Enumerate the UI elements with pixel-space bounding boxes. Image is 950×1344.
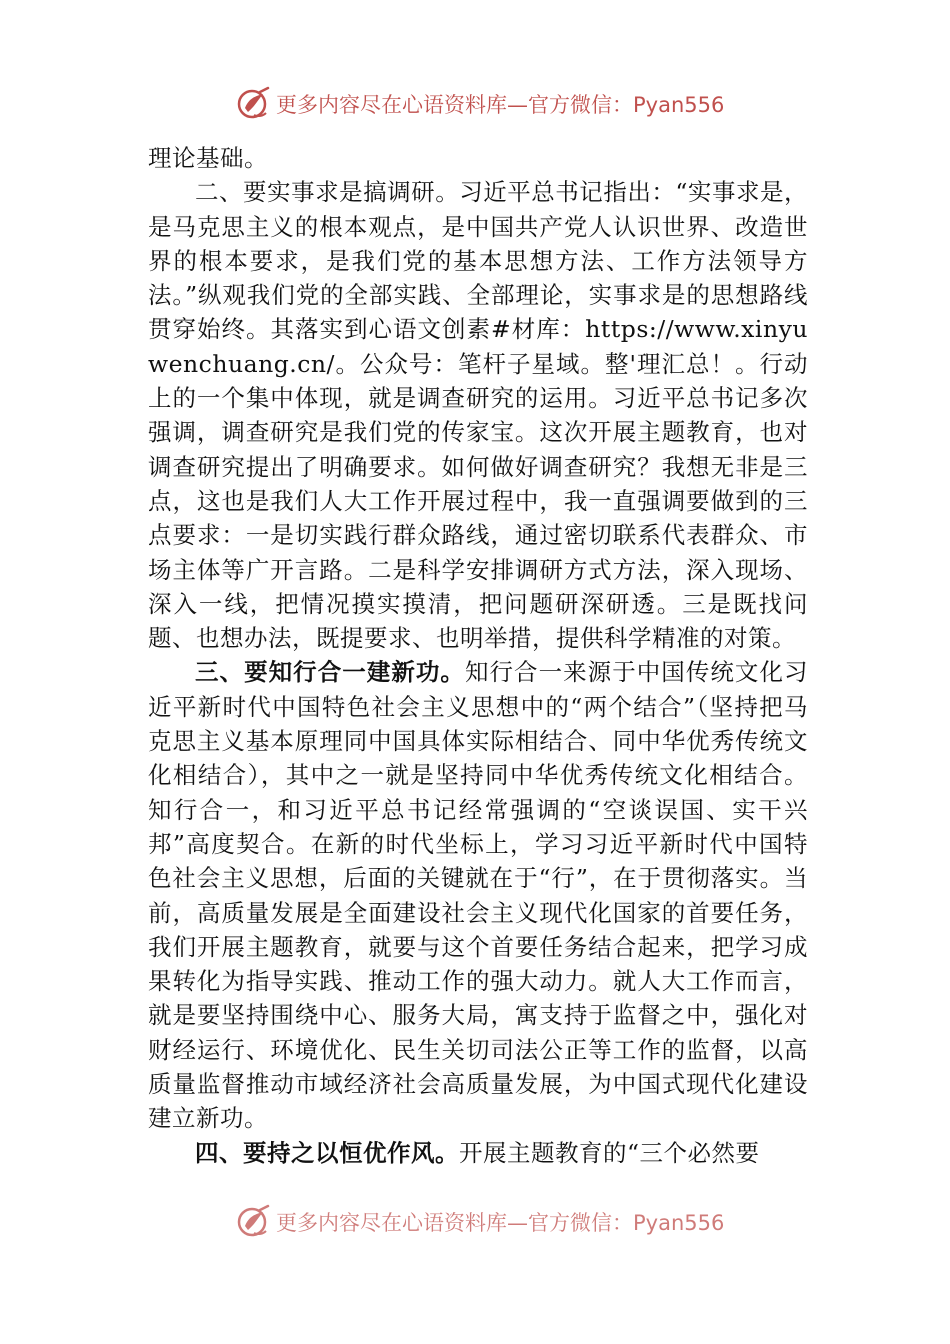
watermark-logo-icon [236, 1204, 272, 1240]
paragraph-2 [148, 175, 808, 655]
paragraph-3 [148, 655, 808, 1135]
paragraph-3-text: 知行合一来源于中国传统文化习近平新时代中国特色社会主义思想中的“两个结合”（坚持把马克思主义基本原理同中国具体实际相结合、同中华优秀传统文化相结合），其中之一就是坚持同中华优秀传统文化相结合。知行合一，和习近平总书记经常强调的“空谈误国、实干兴邦”高度契合。在新的时代坐标上，学习习近平新时代中国特色社会主义思想，后面的关键就在于“行”，在于贯彻落实。当前，高质量发展是全面建设社会主义现代化国家的首要任务，我们开展主题教育，就要与这个首要任务结合起来，把学习成果转化为指导实践、推动工作的强大动力。就人大工作而言，就是要坚持围绕中心、服务大局，寓支持于监督之中，强化对财经运行、环境优化、民生关切司法公正等工作的监督，以高质量监督推动市域经济社会高质量发展，为中国式现代化建设建立新功。 [148, 658, 809, 1133]
paragraph-1 [148, 141, 808, 175]
watermark-text: 更多内容尽在心语资料库—官方微信：Pyan556 [276, 1211, 725, 1235]
watermark-logo-icon [236, 86, 272, 122]
paragraph-2-text: 二、要实事求是搞调研。习近平总书记指出：“实事求是，是马克思主义的根本观点，是中国共产党人认识世界、改造世界的根本要求，是我们党的基本思想方法、工作方法领导方法。”纵观我们党的全部实践、全部理论，实事求是的思想路线贯穿始终。其落实到心语文创素#材库：https://www.xinyuwenchuang.cn/。公众号：笔杆子星域。整'理汇总！。行动上的一个集中体现，就是调查研究的运用。习近平总书记多次强调，调查研究是我们党的传家宝。这次开展主题教育，也对调查研究提出了明确要求。如何做好调查研究？我想无非是三点，这也是我们人大工作开展过程中，我一直强调要做到的三点要求：一是切实践行群众路线，通过密切联系代表群众、市场主体等广开言路。二是科学安排调研方式方法，深入现场、深入一线，把情况摸实摸清，把问题研深研透。三是既找问题、也想办法，既提要求、也明举措，提供科学精准的对策。 [148, 178, 808, 653]
paragraph-4-heading: 四、要持之以恒优作风。 [195, 1138, 459, 1167]
paragraph-1-text: 理论基础。 [148, 144, 268, 172]
paragraph-4 [148, 1136, 808, 1170]
document-body [148, 141, 808, 1170]
watermark-footer [236, 1202, 724, 1242]
paragraph-3-heading: 三、要知行合一建新功。 [195, 658, 465, 687]
watermark-text: 更多内容尽在心语资料库—官方微信：Pyan556 [276, 93, 725, 117]
paragraph-4-text: 开展主题教育的“三个必然要 [459, 1138, 760, 1167]
watermark-header [236, 84, 724, 124]
